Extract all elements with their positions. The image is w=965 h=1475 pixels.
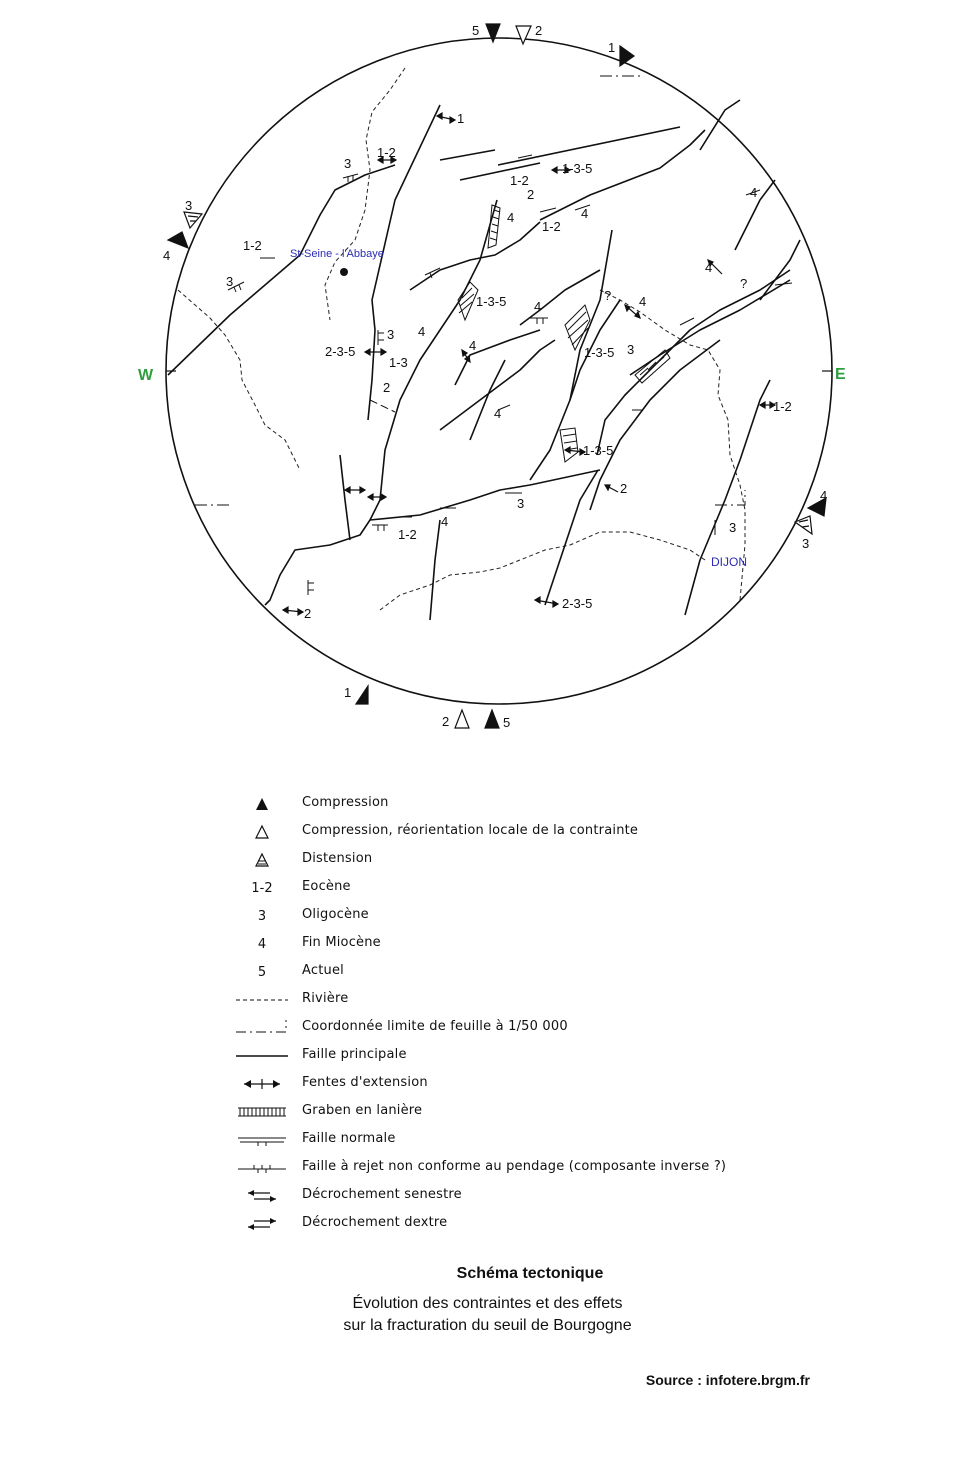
legend-row (230, 848, 790, 872)
town-dijon: DIJON (711, 555, 747, 569)
legend-text: Eocène (302, 879, 351, 894)
fracture-label: 3 (344, 156, 352, 171)
legend-row (230, 1100, 790, 1124)
caption-line-2: sur la fracturation du seuil de Bourgogne (343, 1317, 632, 1334)
fracture-label: 3 (517, 496, 525, 511)
legend-text: Décrochement senestre (302, 1187, 462, 1202)
legend-row (230, 932, 790, 956)
legend-row (230, 960, 790, 984)
river-line-icon (234, 995, 290, 1005)
fracture-label: 4 (750, 185, 758, 200)
compass-west: W (138, 367, 154, 384)
fracture-label: 2 (620, 481, 628, 496)
compression-icon (254, 796, 270, 812)
marker-label: 1 (608, 40, 616, 55)
legend-text: Compression, réorientation locale de la contrainte (302, 823, 639, 838)
legend-row (230, 1212, 790, 1236)
legend-text: Oligocène (302, 907, 369, 922)
marker-label: 3 (185, 198, 193, 213)
fracture-label: 2-3-5 (562, 596, 593, 611)
reverse-dip-fault-icon (234, 1161, 290, 1175)
caption-line-1: Évolution des contraintes et des effets (352, 1295, 623, 1312)
fracture-label: 4 (581, 206, 589, 221)
fracture-label: 2 (304, 606, 312, 621)
fracture-label: 1-2 (243, 238, 262, 253)
fracture-label: 3 (627, 342, 635, 357)
legend-row (230, 1072, 790, 1096)
legend-text: Décrochement dextre (302, 1215, 448, 1230)
legend-symbol-text: 1-2 (251, 880, 273, 896)
legend-row (230, 988, 790, 1012)
sheet-limit-icon (234, 1018, 290, 1038)
legend-symbol-text: 4 (257, 936, 267, 952)
town-st-seine: St-Seine - l'Abbaye (290, 248, 384, 260)
legend-text: Fin Miocène (302, 935, 381, 950)
marker-label: 5 (503, 715, 511, 730)
fracture-label: 1-2 (542, 219, 561, 234)
fracture-label: 1-3-5 (562, 161, 593, 176)
fracture-label: 4 (507, 210, 515, 225)
normal-fault-icon (234, 1133, 290, 1147)
marker-label: 3 (802, 536, 810, 551)
fracture-label: 3 (226, 274, 234, 289)
legend-text: Distension (302, 851, 373, 866)
compression-icon (485, 710, 499, 728)
legend-text: Fentes d'extension (302, 1075, 428, 1090)
fracture-label: 1-2 (510, 173, 529, 188)
legend-text: Actuel (302, 963, 344, 978)
legend-row (230, 876, 790, 900)
fracture-label: 2-3-5 (325, 344, 356, 359)
rivers (178, 68, 748, 610)
graben-icon (234, 1106, 290, 1118)
fracture-label: ? (604, 288, 612, 303)
compass-east: E (835, 366, 846, 383)
main-faults (168, 100, 800, 620)
source-credit: Source : infotere.brgm.fr (645, 1372, 810, 1388)
sinistral-icon (234, 1189, 290, 1203)
fracture-label: 1-3-5 (583, 443, 614, 458)
caption-title: Schéma tectonique (456, 1265, 604, 1282)
legend-symbol-text: 5 (257, 964, 267, 980)
marker-label: 2 (442, 714, 450, 729)
fracture-label: 1-3-5 (584, 345, 615, 360)
legend-row (230, 904, 790, 928)
compression-local-icon (254, 824, 270, 840)
fracture-label: 2 (383, 380, 391, 395)
legend-text: Rivière (302, 991, 349, 1006)
marker-label: 1 (344, 685, 352, 700)
fracture-label: ? (740, 276, 748, 291)
compression-icon (168, 232, 188, 248)
marker-label: 5 (472, 23, 480, 38)
graben-hatch (458, 205, 670, 462)
compression-icon (486, 24, 500, 42)
legend-text: Faille principale (302, 1047, 407, 1062)
legend-symbol-text: 3 (257, 908, 267, 924)
marker-label: 4 (820, 488, 828, 503)
fracture-label: 4 (494, 406, 502, 421)
fracture-label: 3 (729, 520, 737, 535)
legend-text: Compression (302, 795, 389, 810)
marker-label: 2 (535, 23, 543, 38)
legend-row (230, 1184, 790, 1208)
fracture-label: 1-2 (773, 399, 792, 414)
compression-icon (356, 686, 368, 704)
main-fault-icon (234, 1051, 290, 1061)
legend-row (230, 820, 790, 844)
legend-row (230, 1016, 790, 1040)
legend-text: Faille à rejet non conforme au pendage (composante inverse ?) (302, 1159, 727, 1174)
fracture-label: 1-2 (377, 145, 396, 160)
fracture-label: 1-3 (389, 355, 408, 370)
extension-gash-icon (234, 1078, 290, 1090)
compression-local-icon (516, 26, 531, 44)
legend-row (230, 792, 790, 816)
marker-label: 4 (163, 248, 171, 263)
fracture-label: 4 (469, 338, 477, 353)
fracture-label: 4 (705, 260, 713, 275)
legend-text: Graben en lanière (302, 1103, 423, 1118)
fracture-label: 4 (418, 324, 426, 339)
legend-row (230, 1044, 790, 1068)
compression-local-icon (455, 710, 469, 728)
legend-text: Faille normale (302, 1131, 396, 1146)
fracture-label: 2 (527, 187, 535, 202)
st-seine-dot (340, 268, 348, 276)
distension-icon (254, 852, 270, 868)
fracture-label: 4 (639, 294, 647, 309)
fracture-label: 1-3-5 (476, 294, 507, 309)
fracture-label: 3 (387, 327, 395, 342)
fracture-label: 1 (457, 111, 465, 126)
fracture-label: 1-2 (398, 527, 417, 542)
fracture-label: 4 (534, 299, 542, 314)
legend-text: Coordonnée limite de feuille à 1/50 000 (302, 1019, 568, 1034)
legend-row (230, 1156, 790, 1180)
dextral-icon (234, 1217, 290, 1231)
fracture-label: 4 (441, 514, 449, 529)
legend-row (230, 1128, 790, 1152)
